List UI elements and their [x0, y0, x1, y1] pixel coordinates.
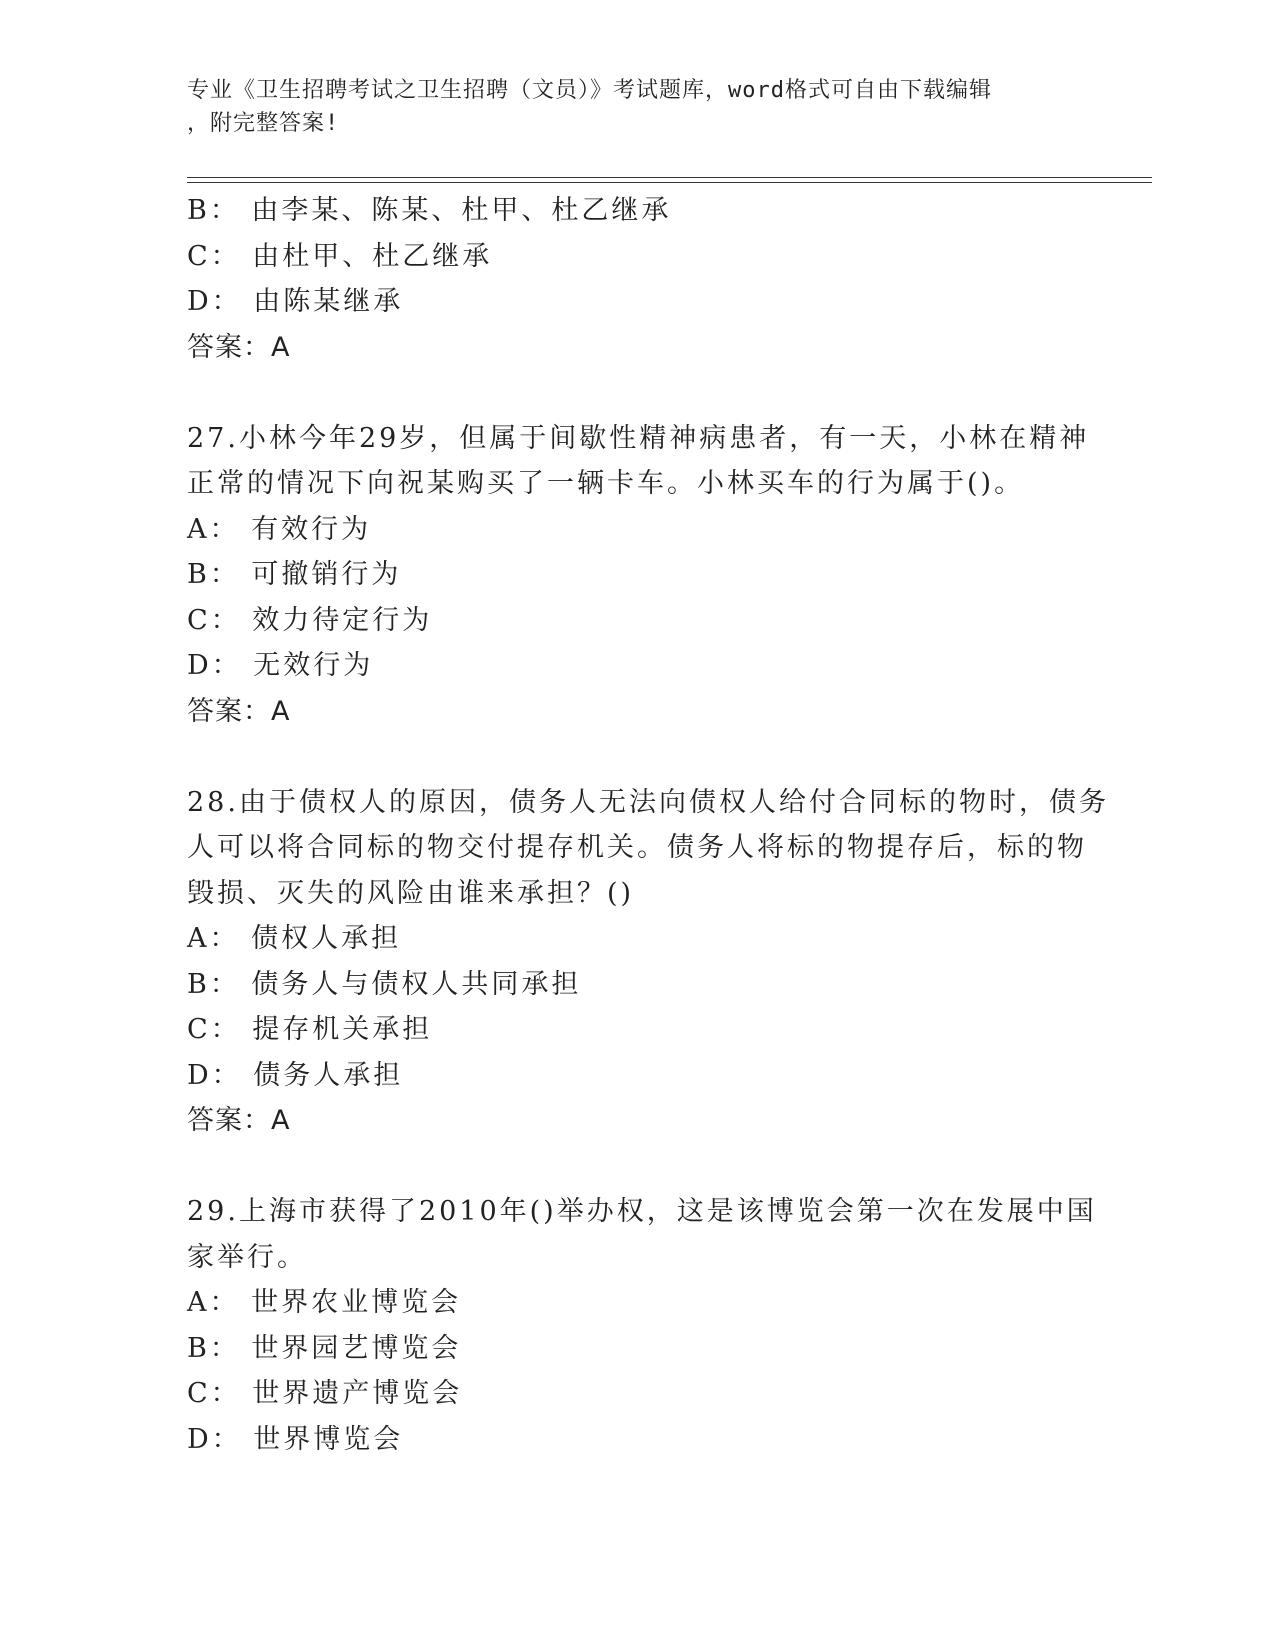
question-29: [187, 1189, 1097, 1462]
option-c: C： 世界遗产博览会: [187, 1378, 463, 1409]
option-c: C： 提存机关承担: [187, 1014, 433, 1045]
question-26: [187, 188, 1087, 370]
question-28: [187, 780, 1109, 1144]
question-text-line: 正常的情况下向祝某购买了一辆卡车。小林买车的行为属于()。: [187, 468, 1025, 499]
question-27: [187, 416, 1090, 735]
option-d: D： 世界博览会: [187, 1423, 404, 1455]
option-b: B： 由李某、陈某、杜甲、杜乙继承: [187, 195, 672, 226]
option-b: B： 世界园艺博览会: [187, 1332, 462, 1364]
answer-line: 答案：A: [187, 1105, 291, 1136]
question-text-line: 28.由于债权人的原因，债务人无法向债权人给付合同标的物时，债务: [187, 786, 1109, 818]
option-c: C： 由杜甲、杜乙继承: [187, 240, 493, 272]
option-a: A： 世界农业博览会: [187, 1287, 462, 1318]
answer-line: 答案：A: [187, 695, 291, 727]
question-text-line: 27.小林今年29岁，但属于间歇性精神病患者，有一天，小林在精神: [187, 422, 1090, 454]
option-d: D： 由陈某继承: [187, 286, 404, 317]
header-rule-top: [187, 177, 1152, 178]
option-a: A： 债权人承担: [187, 923, 402, 954]
header-rule-bottom: [187, 182, 1152, 183]
option-d: D： 无效行为: [187, 650, 374, 681]
question-content: [187, 188, 1109, 1462]
question-text-line: 家举行。: [187, 1241, 307, 1273]
question-text-line: 人可以将合同标的物交付提存机关。债务人将标的物提存后，标的物: [187, 832, 1087, 863]
option-c: C： 效力待定行为: [187, 604, 433, 636]
option-d: D： 债务人承担: [187, 1059, 404, 1091]
header-line-1: 专业《卫生招聘考试之卫生招聘（文员）》考试题库，word格式可自由下载编辑: [187, 78, 992, 103]
page-header: [187, 74, 1087, 140]
option-b: B： 债务人与债权人共同承担: [187, 968, 582, 1000]
header-line-2: ，附完整答案!: [187, 111, 340, 136]
question-text-line: 毁损、灭失的风险由谁来承担？(): [187, 877, 635, 909]
answer-line: 答案：A: [187, 331, 291, 363]
option-a: A： 有效行为: [187, 513, 372, 545]
question-text-line: 29.上海市获得了2010年()举办权，这是该博览会第一次在发展中国: [187, 1196, 1097, 1227]
option-b: B： 可撤销行为: [187, 559, 402, 590]
